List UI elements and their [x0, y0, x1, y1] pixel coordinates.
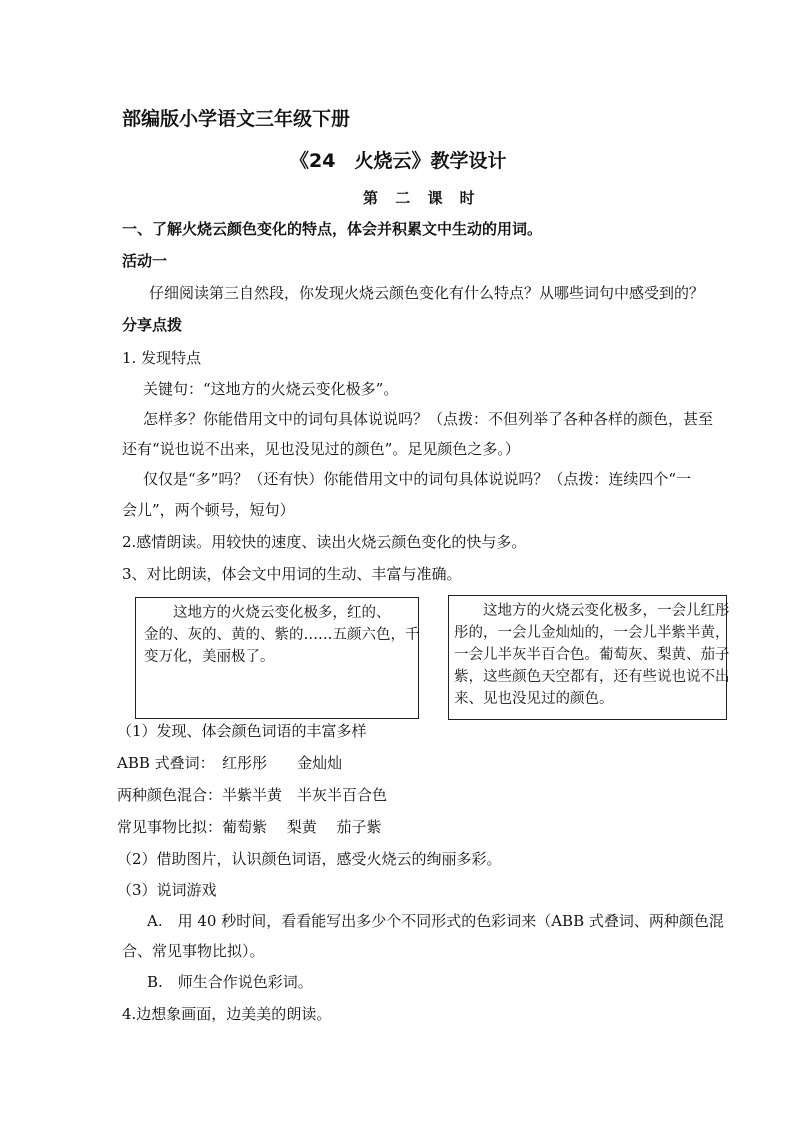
sub-item-2: （2）借助图片，认识颜色词语，感受火烧云的绚丽多彩。 — [117, 850, 502, 868]
sub-item-1: （1）发现、体会颜色词语的丰富多样 — [117, 722, 367, 740]
game-a-line-1: A. 用 40 秒时间，看看能写出多少个不同形式的色彩词来（ABB 式叠词、两种颜色混 — [147, 912, 724, 930]
activity-heading: 活动一 — [122, 252, 168, 270]
box-right-line: 来、见也没见过的颜色。 — [454, 691, 614, 707]
question-1-line-2: 还有“说也说不出来，见也没见过的颜色”。足见颜色之多。） — [122, 440, 520, 458]
mixed-color-words: 两种颜色混合：半紫半黄 半灰半百合色 — [117, 786, 388, 804]
document-title: 《24 火烧云》教学设计 — [290, 150, 507, 172]
item-3: 3、对比朗读，体会文中用词的生动、丰富与准确。 — [122, 565, 462, 583]
box-left-line: 变万化，美丽极了。 — [144, 649, 275, 665]
item-1: 1. 发现特点 — [122, 349, 202, 367]
activity-text: 仔细阅读第三自然段，你发现火烧云颜色变化有什么特点？从哪些词句中感受到的？ — [149, 284, 705, 302]
comparison-box-left — [135, 597, 419, 719]
question-2-line-1: 仅仅是“多”吗？（还有快）你能借用文中的词句具体说说吗？（点拨：连续四个“一 — [143, 470, 692, 488]
item-4: 4.边想象画面，边美美的朗读。 — [122, 1005, 332, 1023]
comparison-box-right — [448, 595, 730, 720]
document-header: 部编版小学语文三年级下册 — [122, 108, 351, 130]
question-2-line-2: 会儿”，两个顿号，短句） — [122, 501, 295, 519]
abb-words: ABB 式叠词： 红彤彤 金灿灿 — [117, 754, 343, 772]
item-2: 2.感情朗读。用较快的速度、读出火烧云颜色变化的快与多。 — [122, 533, 527, 551]
common-object-words: 常见事物比拟：葡萄紫 梨黄 茄子紫 — [117, 818, 382, 836]
box-right-line: 这地方的火烧云变化极多，一会儿红彤 — [454, 603, 730, 619]
box-right-line: 紫，这些颜色天空都有，还有些说也说不出 — [454, 669, 730, 685]
sub-item-3: （3）说词游戏 — [117, 881, 217, 899]
box-right-line: 一会儿半灰半百合色。葡萄灰、梨黄、茄子 — [454, 647, 730, 663]
box-right-line: 彤的，一会儿金灿灿的，一会儿半紫半黄， — [454, 625, 730, 641]
lesson-subtitle: 第 二 课 时 — [363, 189, 481, 207]
box-left-line: 这地方的火烧云变化极多，红的、 — [144, 605, 391, 621]
key-sentence: 关键句：“这地方的火烧云变化极多”。 — [143, 380, 399, 398]
game-b: B. 师生合作说色彩词。 — [147, 973, 313, 991]
game-a-line-2: 合、常见事物比拟）。 — [122, 942, 265, 960]
share-heading: 分享点拨 — [122, 316, 183, 334]
box-left-line: 金的、灰的、黄的、紫的……五颜六色，千 — [144, 627, 420, 643]
question-1-line-1: 怎样多？你能借用文中的词句具体说说吗？（点拨：不但列举了各种各样的颜色，甚至 — [143, 410, 714, 428]
section-heading: 一、了解火烧云颜色变化的特点，体会并积累文中生动的用词。 — [122, 220, 543, 238]
